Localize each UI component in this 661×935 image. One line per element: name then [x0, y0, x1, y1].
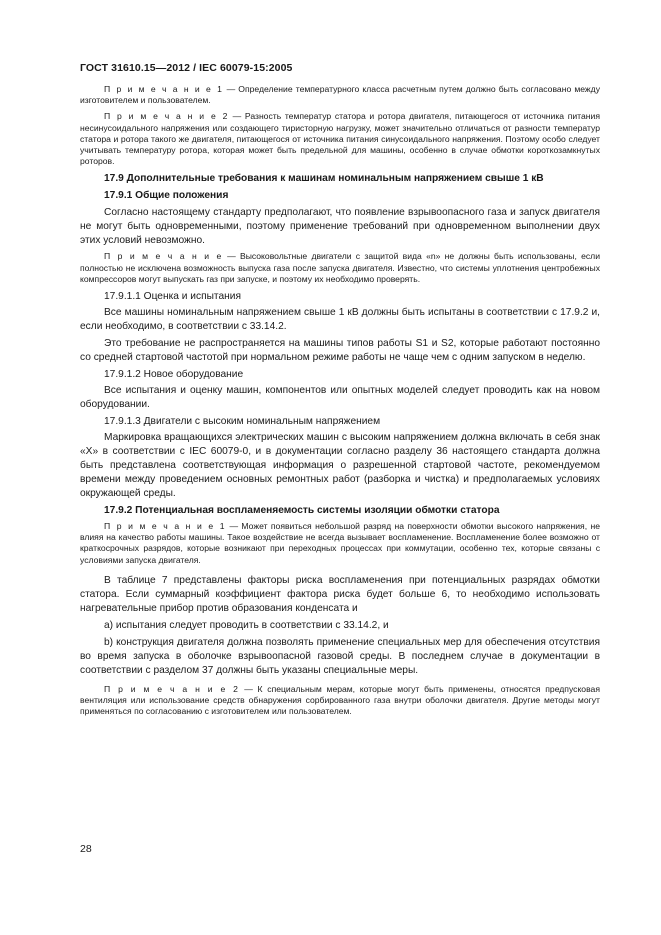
section-heading-17-9-1-2: 17.9.1.2 Новое оборудование: [104, 369, 244, 381]
note-label: П р и м е ч а н и е: [104, 251, 223, 262]
paragraph: В таблице 7 представлены факторы риска воспламенения при потенциальных разрядах обмотки статора. Если суммарный коэффициент фактора риска будет больше 6, то необходимо использовать нагревательные прибор против образования конденсата и: [80, 574, 600, 614]
paragraph: Это требование не распространяется на машины типов работы S1 и S2, которые работают постоянно со средней стартовой частотой при нормальном режиме работы не чаще чем с одним запуском в неделю.: [80, 338, 600, 364]
list-item-a: a) испытания следует проводить в соответствии с 33.14.2, и: [104, 619, 389, 631]
section-heading-17-9-2: 17.9.2 Потенциальная воспламеняемость системы изоляции обмотки статора: [104, 505, 500, 517]
note-1: [80, 84, 600, 106]
section-heading-17-9-1-3: 17.9.1.3 Двигатели с высоким номинальным напряжением: [104, 416, 381, 428]
note-2: [80, 111, 600, 167]
page-content: [80, 84, 600, 722]
paragraph: Маркировка вращающихся электрических машин с высоким напряжением должна включать в себя знак «Х» в соответствии с IEC 60079-0, и в документации согласно разделу 36 настоящего стандарта должна быть представлена соответствующая информация о разрешенной стартовой частоте, рекомендуемом времени между проведением основных ремонтных работ (разборка и чистка) и предполагаемых условиях окружающей среды.: [80, 432, 600, 500]
note-label: П р и м е ч а н и е 2: [104, 683, 240, 694]
paragraph: Согласно настоящему стандарту предполагают, что появление взрывоопасного газа и запуск двигателя не могут быть одновременными, поэтому применение требований при одновременном выполнении двух этих условий невозможно.: [80, 207, 600, 247]
standard-header: ГОСТ 31610.15—2012 / IEC 60079-15:2005: [80, 62, 293, 74]
list-item-b: b) конструкция двигателя должна позволять применение специальных мер для обеспечения отсутствия во время запуска в оболочке взрывоопасной газовой среды. В последнем случае в документации в соответствии с разделом 37 должны быть указаны специальные меры.: [80, 636, 600, 676]
note-2: [80, 684, 600, 718]
note-1: [80, 521, 600, 566]
note-text: — Определение температурного класса расчетным путем должно быть согласовано между изготовителем и пользователем.: [80, 84, 600, 106]
section-heading-17-9-1: 17.9.1 Общие положения: [104, 190, 229, 202]
page-number: 28: [80, 843, 92, 855]
note-text: — К специальным мерам, которые могут быть применены, относятся предпусковая вентиляция или использование средств обнаружения сорбированного газа внутри оболочки двигателя. Другие методы могут применяться по согласованию с изготовителем или пользователем.: [80, 683, 600, 717]
note: [80, 251, 600, 285]
note-label: П р и м е ч а н и е 2: [104, 111, 229, 122]
section-heading-17-9-1-1: 17.9.1.1 Оценка и испытания: [104, 291, 241, 303]
note-label: П р и м е ч а н и е 1: [104, 84, 224, 94]
note-label: П р и м е ч а н и е 1: [104, 521, 227, 532]
note-text: — Разность температур статора и ротора двигателя, питающегося от источника питания несинусоидального напряжения или создающего тиристорную нагрузку, может значительно отличаться от разности температур статора и ротора такого же двигателя, питающегося от источника питания синусоидального напряжения. Поэтому особо следует учитывать температуру ротора, которая может быть предельной для машины, особенно в случае обмотки короткозамкнутых роторов.: [80, 111, 600, 167]
paragraph: Все машины номинальным напряжением свыше 1 кВ должны быть испытаны в соответствии с 17.9.2 и, если необходимо, в соответствии с 33.14.2.: [80, 307, 600, 333]
section-heading-17-9: 17.9 Дополнительные требования к машинам номинальным напряжением свыше 1 кВ: [104, 173, 544, 185]
paragraph: Все испытания и оценку машин, компонентов или опытных моделей следует проводить как на новом оборудовании.: [80, 385, 600, 411]
note-text: — Высоковольтные двигатели с защитой вида «n» не должны быть использованы, если полностью не исключена возможность выпуска газа после запуска двигателя. Известно, что системы уплотнения центробежных компрессоров могут выпускать газ при запуске, и поэтому их необходимо проверять.: [80, 251, 600, 284]
note-text: — Может появиться небольшой разряд на поверхности обмотки высокого напряжения, не влияя на качество работы машины. Такое воздействие не всегда вызывает воспламенение. Воспламенение более возможно от краткосрочных разрядов, которые возникают при переходных процессах при коммутации, особенно тех, которые связаны с условиями запуска двигателя.: [80, 521, 600, 565]
